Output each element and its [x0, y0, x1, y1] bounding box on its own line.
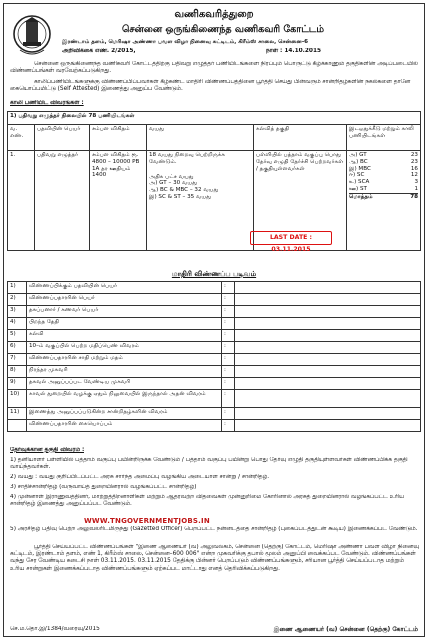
- form-item-label: தகப்பனார் / கணவர் பெயர்: [27, 306, 222, 318]
- form-colon: :: [222, 294, 235, 306]
- form-colon: :: [222, 408, 235, 420]
- vacancy-table: [7, 111, 421, 251]
- selection-title: தேர்வுக்கான தகுதி விவரம் :: [10, 447, 85, 453]
- closing-paragraph: பூர்த்தி செய்யப்பட்ட விண்ணப்பங்கள் "இணை ஆணையர் (வ) அலுவலகம், சென்னை (தெற்கு) கோட்டம், மெரிஷா அண்ணா பவள விழா நினைவு கட்டிடம், இரண்டாம் தளம், எண் 1, கிரீம்ஸ் சாலை, சென்னை–600 006" என்ற முகவரிக்கு தபால் மூலம் அனுப்பி வைக்கப்பட வேண்டும். விண்ணப்பங்கள் வந்து சேர வேண்டிய கடைசி நாள் 03.11.2015. 03.11.2015 தேதிக்கு பின்னர் பெறப்படும் விண்ணப்பங்களும், சரியான பூர்த்தி செய்யப்படாத மற்றும் உரிய சான்றுகள் இணைக்கப்படாத விண்ணப்பங்களும் ஏற்கப்பட மாட்டாது எனத் தெரிவிக்கப்படுகிறது.: [10, 544, 420, 572]
- form-answer-field[interactable]: [235, 408, 421, 420]
- form-colon: :: [222, 318, 235, 330]
- form-colon: :: [222, 330, 235, 342]
- form-answer-field[interactable]: [235, 330, 421, 342]
- selection-point-4: 4) முன்னாள் இராணுவத்தினர், மாற்றுத்திறனாளிகள் மற்றும் ஆதரவற்ற விதவைகள் முன்னுரிமை கோரினால் அரசுத் துறையினரால் வழங்கப்பட்ட உரிய சான்றிதழ் இணைத்து அனுப்பப்பட வேண்டும்.: [10, 494, 405, 508]
- res-count: 23: [410, 158, 418, 165]
- form-answer-field[interactable]: [235, 390, 421, 408]
- post-title: 1) பதிவறு எழுத்தர் நிலையில் 78 பணியிடங்கள்: [8, 112, 421, 125]
- form-item-no: 6): [8, 342, 27, 354]
- res-cat: ஈ) SC: [349, 172, 365, 179]
- form-colon: :: [222, 378, 235, 390]
- form-colon: :: [222, 366, 235, 378]
- form-answer-field[interactable]: [235, 378, 421, 390]
- watermark-text: WWW.TNGOVERNMENTJOBS.IN: [84, 517, 210, 525]
- form-answer-field[interactable]: [235, 306, 421, 318]
- row-reservation: [347, 151, 421, 251]
- form-item-no: 3): [8, 306, 27, 318]
- res-cat: இ) MBC: [349, 165, 371, 172]
- form-item-label: விண்ணப்பிக்கும் பதவியின் பெயர்: [27, 282, 222, 294]
- res-total: 78: [410, 193, 418, 200]
- form-item-no: 4): [8, 318, 27, 330]
- col-pay: சம்பள விகிதம்: [90, 125, 147, 151]
- reference-number: செ.ம.தொ.இ/1384/வரைவு/2015: [10, 626, 100, 632]
- form-answer-field[interactable]: [235, 342, 421, 354]
- department-title: வணிகவரித்துறை: [174, 9, 254, 20]
- form-answer-field[interactable]: [235, 294, 421, 306]
- age-max-title: அதிக பட்ச வயது: [149, 173, 194, 180]
- notice-date: நாள் : 14.10.2015: [266, 48, 322, 54]
- col-post: பதவியின் பெயர்: [35, 125, 90, 151]
- col-sno: வ. எண்.: [8, 125, 35, 151]
- row-education: பள்ளியில் பத்தாம் வகுப்பு பொது தேர்வு எழுதி தேர்ச்சி பெற்றவர்கள் / தகுதியுள்ளவர்கள்: [254, 151, 347, 251]
- row-pay: சம்பள விகிதம் ரூ. 4800 – 10000 PB 1A தர ஊதியம் 1400: [90, 151, 147, 251]
- row-post: பதிவறு எழுத்தர்: [35, 151, 90, 251]
- form-colon: :: [222, 390, 235, 408]
- res-count: 3: [414, 179, 418, 186]
- form-item-label: விண்ணப்பதாரரின் பெயர்: [27, 294, 222, 306]
- form-item-no: 9): [8, 378, 27, 390]
- form-item-no: 1): [8, 282, 27, 294]
- form-answer-field[interactable]: [235, 354, 421, 366]
- form-item-no: 11): [8, 408, 27, 420]
- office-address: இரண்டாம் தளம், மெரிஷா அண்ணா பவள விழா நினைவு கட்டிடம், கிரீம்ஸ் சாலை, சென்னை-6: [62, 39, 309, 45]
- row-age: [147, 151, 254, 251]
- intro-paragraph: சென்னை ஒருங்கிணைந்த வணிகவரி கோட்டத்திற்கு பதிவறு எழுத்தர் பணியிடங்களை நிரப்பும் பொருட்டு கீழ்க்காணும் தகுதிகளின் அடிப்படையில் விண்ணப்பங்கள் வரவேற்கப்படுகிறது.: [10, 61, 418, 75]
- form-item-label: இணைத்து அனுப்பப்படுகின்ற சான்றிதழ்களின் விவரம்: [27, 408, 222, 420]
- form-answer-field[interactable]: [235, 366, 421, 378]
- notice-page: [3, 3, 425, 637]
- res-cat: ஊ) ST: [349, 185, 367, 192]
- form-item-no: 5): [8, 330, 27, 342]
- form-item-no: [8, 420, 27, 432]
- form-colon: :: [222, 306, 235, 318]
- res-count: 12: [410, 172, 418, 179]
- selection-point-3: 3) சாதிச்சான்றிதழ் (வருவாய்த் துறையினரால் வழங்கப்பட்ட சான்றிதழ்): [10, 484, 197, 490]
- form-item-label: விண்ணப்பதாரரின் சாதி மற்றும் மதம்: [27, 354, 222, 366]
- selection-point-1: 1) தனியாளர் பள்ளியில் பத்தாம் வகுப்பு பயின்றிருக்க வேண்டும் / பத்தாம் வகுப்பு பயின்று பொது தேர்வு எழுதி தகுதியுள்ளவர்கள் விண்ணப்பிக்க தகுதி வாய்ந்தவர்கள்.: [10, 457, 408, 471]
- selection-point-5: 5) அரசிதழ் பதிவு பெற்ற அலுவலரிடமிருந்து (Gazetted Officer) பெறப்பட்ட நன்னடத்தை சான்றிதழ் (புகைப்படத்துடன் கூடிய) இணைக்கப்பட வேண்டும்.: [10, 526, 418, 532]
- signatory: இணை ஆணையர் (வ) சென்னை (தெற்கு) கோட்டம்: [273, 626, 418, 633]
- form-title: மாதிரி விண்ணப்ப படிவம்: [171, 270, 257, 278]
- col-reservation: இடஒதுக்கீடு மற்றும் காலி பணியிடங்கள்: [347, 125, 421, 151]
- last-date-badge: LAST DATE : 03.11.2015: [250, 231, 332, 245]
- application-form-table: [7, 281, 421, 432]
- age-gt: அ) GT – 30 வயது: [149, 180, 197, 187]
- form-colon: :: [222, 282, 235, 294]
- res-cat: ஆ) BC: [349, 158, 368, 165]
- form-colon: :: [222, 354, 235, 366]
- notice-number: அறிவிக்கை எண். 2/2015,: [62, 48, 136, 54]
- form-answer-field[interactable]: [235, 318, 421, 330]
- form-item-label: பிறந்த தேதி: [27, 318, 222, 330]
- age-sc-st: இ) SC & ST – 35 வயது: [149, 193, 211, 200]
- res-count: 23: [410, 152, 418, 158]
- form-answer-field[interactable]: [235, 282, 421, 294]
- form-item-label: காவல் துறையில் வழக்கு ஏதும் நிலுவையில் இருந்தால் அதன் விவரம்: [27, 390, 222, 408]
- row-sno: 1.: [8, 151, 35, 251]
- age-min: 18 வயது நிறைவு பெற்றிருக்க வேண்டும்.: [149, 152, 226, 165]
- form-item-label: தகவல் அனுப்பப்பட வேண்டிய முகவரி: [27, 378, 222, 390]
- instruction-paragraph: காலிப்பணியிடங்களுக்கு விண்ணப்பிப்பவர்கள் கீழ்கண்ட மாதிரி விண்ணப்பத்தினை பூர்த்தி செய்து பின்வரும் சான்றிதழ்களின் நகல்களை தானே கையொப்பமிட்டு (Self Attested) இணைத்து அனுப்ப வேண்டும்.: [10, 79, 411, 93]
- res-cat: அ) GT: [349, 152, 367, 158]
- office-title: சென்னை ஒருங்கிணைந்த வணிகவரி கோட்டம்: [121, 24, 324, 35]
- form-signature-label: விண்ணப்பதாரரின் கையொப்பம்: [27, 420, 222, 432]
- selection-point-2: 2) வயது : வயது குறிப்பிடப்பட்ட அரசு சார்ந்த அமைப்பு வழங்கிய அடையாள சான்று / சான்றிதழ்.: [10, 474, 270, 480]
- form-colon: :: [222, 342, 235, 354]
- vacancy-section-title: காலி பணியிட விவரங்கள் :: [10, 100, 84, 106]
- form-item-label: 10–ம் வகுப்பில் பெற்ற மதிப்பெண் விவரம்: [27, 342, 222, 354]
- form-colon: :: [222, 420, 235, 432]
- form-item-no: 10): [8, 390, 27, 408]
- res-count: 1: [414, 185, 418, 192]
- form-signature-field[interactable]: [235, 420, 421, 432]
- form-item-no: 2): [8, 294, 27, 306]
- form-item-label: கல்வி: [27, 330, 222, 342]
- age-bc-mbc: ஆ) BC & MBC – 32 வயது: [149, 187, 219, 194]
- res-total-label: மொத்தம்: [349, 193, 373, 200]
- res-count: 16: [410, 165, 418, 172]
- res-cat: உ) SCA: [349, 179, 370, 186]
- form-item-label: நிரந்தர முகவரி: [27, 366, 222, 378]
- col-education: கல்வித் தகுதி: [254, 125, 347, 151]
- col-age: வயது: [147, 125, 254, 151]
- form-item-no: 7): [8, 354, 27, 366]
- form-item-no: 8): [8, 366, 27, 378]
